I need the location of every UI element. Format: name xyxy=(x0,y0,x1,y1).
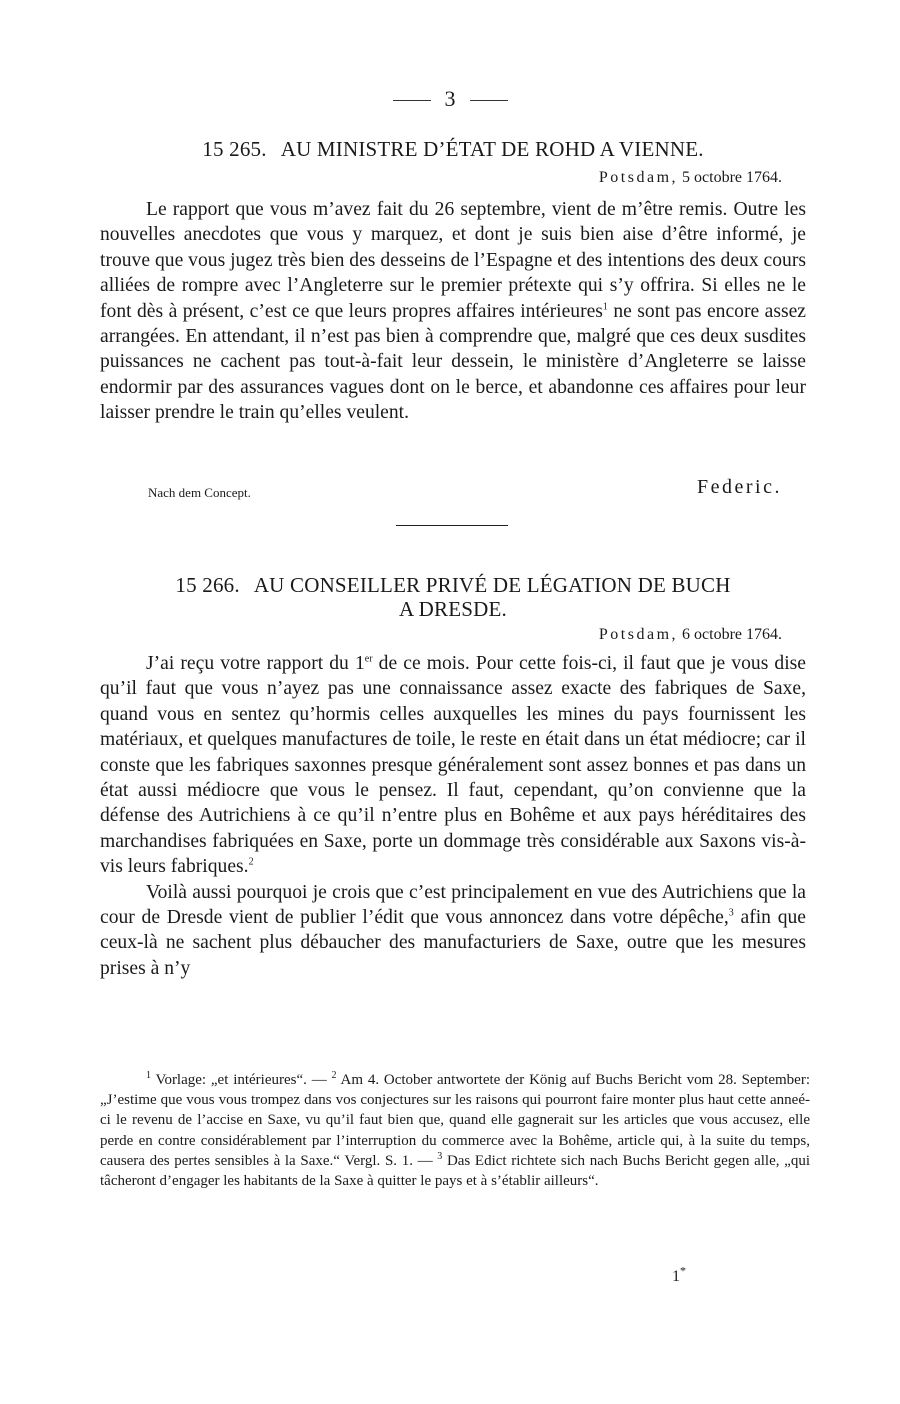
page-number-dash-right xyxy=(470,100,508,101)
page-number xyxy=(0,86,900,112)
footnotes xyxy=(100,1070,810,1191)
signature-mark-number: 1 xyxy=(672,1268,680,1285)
footnote-1-mark: 1 xyxy=(146,1070,151,1081)
footnote-2-text: Am 4. October antwortete der König auf Buchs Bericht vom 28. September: „J’estime que vous vous trompez dans vos conjectures sur les raisons qui pourront faire monter plus haut cette anneé-ci le revenu de l’accise en Saxe, vu qu’il faut bien que, quand elle gagnerait sur les articles que vous accusez, elle perde en contre considérablement par l’interruption du commerce avec la Bohême, article qui, à la suite du temps, causera des pertes sensibles à la Saxe.“ Vergl. S. 1. — xyxy=(100,1072,810,1169)
letter2-dateline xyxy=(599,625,782,645)
letter2-body xyxy=(100,651,806,981)
letter2-p2-text: Voilà aussi pourquoi je crois que c’est principalement en vue des Autrichiens que la cour de Dresde vient de publier l’édit que vous annoncez dans votre dépêche, xyxy=(100,881,806,929)
footnote-ref-3: 3 xyxy=(728,907,734,919)
letter1-body xyxy=(100,197,806,426)
footnote-ref-2: 2 xyxy=(248,856,254,868)
letter2-p1-superscript: er xyxy=(364,653,373,665)
footnote-ref-1: 1 xyxy=(602,301,608,313)
footnote-block xyxy=(100,1070,810,1191)
letter2-title-line2: A DRESDE. xyxy=(399,597,507,621)
letter1-heading xyxy=(100,137,806,161)
letter2-place: Potsdam, xyxy=(598,626,679,643)
letter1-source: Nach dem Concept. xyxy=(148,485,251,500)
letter1-number: 15 265. xyxy=(202,137,267,161)
letter1-text: Le rapport que vous m’avez fait du 26 septembre, vient de m’être remis. Outre les nouvelles anecdotes que vous y marquez, et dont je suis bien aise d’être informé, je trouve que vous jugez très bien des desseins de l’Espagne et des intentions des deux cours alliées de rompre avec l’Angleterre sur le premier prétexte qui s’y offrira. Si elles ne le font dès à présent, c’est ce que leurs propres affaires intérieures xyxy=(100,199,806,322)
printer-signature-mark xyxy=(672,1263,686,1286)
letter2-p1-text-cont: de ce mois. Pour cette fois-ci, il faut que je vous dise qu’il faut que vous n’ayez pas une connaissance assez exacte des fabriques de Saxe, quand vous en sentez qu’hormis celles auxquelles les mines du pays fournissent les matériaux, et quelques manufactures de toile, le reste en était dans un état médiocre; car il conste que les fabriques saxonnes presque généralement sont assez bonnes et pas dans un état aussi médiocre que vous le pensez. Il faut, cependant, qu’on convienne que la défense des Autrichiens à ce qu’il n’entre plus en Bohême et aux pays héréditaires des marchandises fabriquées en Saxe, porte un dommage très considérable aux Saxons vis-à-vis leurs fabriques. xyxy=(100,653,806,878)
letter1-place: Potsdam, xyxy=(598,169,679,186)
letter1-dateline xyxy=(599,168,782,188)
letter2-number: 15 266. xyxy=(175,573,240,597)
footnote-3-text: Das Edict richtete sich nach Buchs Bericht gegen alle, „qui tâcheront d’engager les habitants de la Saxe à quitter le pays et à s’établir ailleurs“. xyxy=(100,1152,810,1190)
letter2-paragraph-2 xyxy=(100,880,806,982)
page-number-value: 3 xyxy=(444,86,456,111)
letter2-p1-text: J’ai reçu votre rapport du 1 xyxy=(146,653,365,674)
footnote-2-mark: 2 xyxy=(331,1070,337,1081)
letter2-p2-text-cont: afin que ceux-là ne sachent plus débaucher des manufacturiers de Saxe, outre que les mesures prises à n’y xyxy=(100,907,806,979)
footnote-3-mark: 3 xyxy=(437,1150,443,1162)
letter1-paragraph xyxy=(100,197,806,426)
letter1-title: AU MINISTRE D’ÉTAT DE ROHD A VIENNE. xyxy=(280,137,704,161)
letter2-date: 6 octobre 1764. xyxy=(682,626,782,643)
footnote-1-text: Vorlage: „et intérieures“. — xyxy=(151,1072,332,1088)
letter1-signature: Federic. xyxy=(697,476,782,498)
letter1-text-cont: ne sont pas encore assez arrangées. En attendant, il n’est pas bien à comprendre que, malgré que ces deux susdites puissances ne cachent pas tout-à-fait leur dessein, le ministère d’Angleterre se laisse endormir par des assurances vagues dont on le berce, et abandonne ces affaires pour leur laisser prendre le train qu’elles veulent. xyxy=(100,300,806,424)
letter2-heading xyxy=(100,573,806,621)
letter2-title-line1: AU CONSEILLER PRIVÉ DE LÉGATION DE BUCH xyxy=(253,573,731,597)
letter1-date: 5 octobre 1764. xyxy=(682,169,782,186)
page-number-dash-left xyxy=(393,100,431,101)
section-separator xyxy=(396,525,508,526)
signature-mark-star: * xyxy=(680,1263,686,1278)
letter2-paragraph-1 xyxy=(100,651,806,880)
